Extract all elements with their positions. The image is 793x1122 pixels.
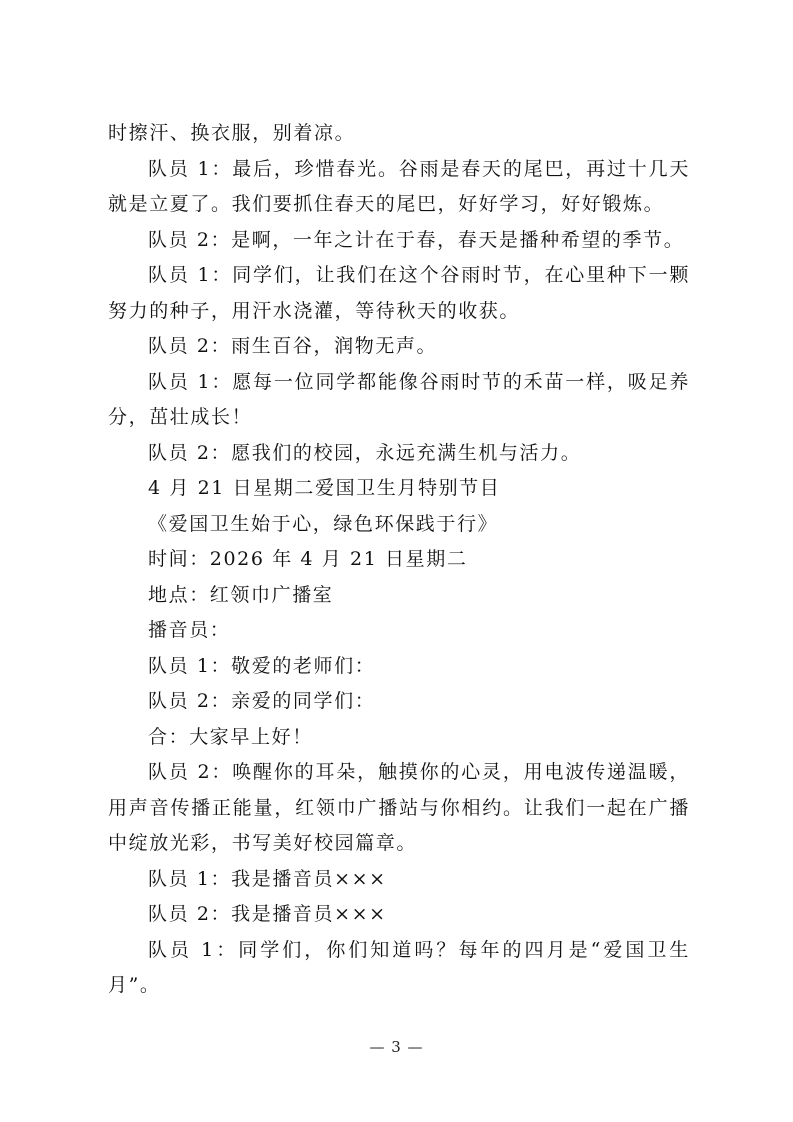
paragraph: 队员 1：敬爱的老师们： <box>148 654 376 677</box>
paragraph: 队员 1：我是播音员××× <box>148 867 387 890</box>
paragraph: 时擦汗、换衣服，别着凉。 <box>108 122 356 144</box>
paragraph: 队员 1：最后，珍惜春光。谷雨是春天的尾巴，再过十几天就是立夏了。我们要抓住春天的尾巴，好好学习，好好锻炼。 <box>108 157 690 215</box>
program-location: 地点：红领巾广播室 <box>148 583 334 606</box>
program-announcers: 播音员： <box>148 619 231 641</box>
paragraph: 队员 2：唤醒你的耳朵，触摸你的心灵，用电波传递温暖，用声音传播正能量，红领巾广播站与你相约。让我们一起在广播中绽放光彩，书写美好校园篇章。 <box>108 761 690 854</box>
paragraph: 队员 1：同学们，让我们在这个谷雨时节，在心里种下一颗努力的种子，用汗水浇灌，等待秋天的收获。 <box>108 264 690 322</box>
paragraph: 队员 2：亲爱的同学们： <box>148 690 376 712</box>
paragraph: 队员 2：我是播音员××× <box>148 903 387 925</box>
paragraph: 合：大家早上好！ <box>148 725 313 748</box>
paragraph: 队员 2：是啊，一年之计在于春，春天是播种希望的季节。 <box>148 228 685 251</box>
paragraph: 队员 1：同学们，你们知道吗？每年的四月是“爱国卫生月”。 <box>108 938 690 996</box>
program-title: 《爱国卫生始于心，绿色环保践于行》 <box>148 512 499 535</box>
paragraph: 队员 1：愿每一位同学都能像谷雨时节的禾苗一样，吸足养分，茁壮成长！ <box>108 370 690 428</box>
page-number: — 3 — <box>369 1038 424 1056</box>
paragraph: 队员 2：愿我们的校园，永远充满生机与活力。 <box>148 441 582 464</box>
document-body <box>108 116 690 1004</box>
paragraph: 队员 2：雨生百谷，润物无声。 <box>148 335 438 357</box>
program-time: 时间：2026 年 4 月 21 日星期二 <box>148 548 468 570</box>
program-date-heading: 4 月 21 日星期二爱国卫生月特别节目 <box>148 477 501 499</box>
